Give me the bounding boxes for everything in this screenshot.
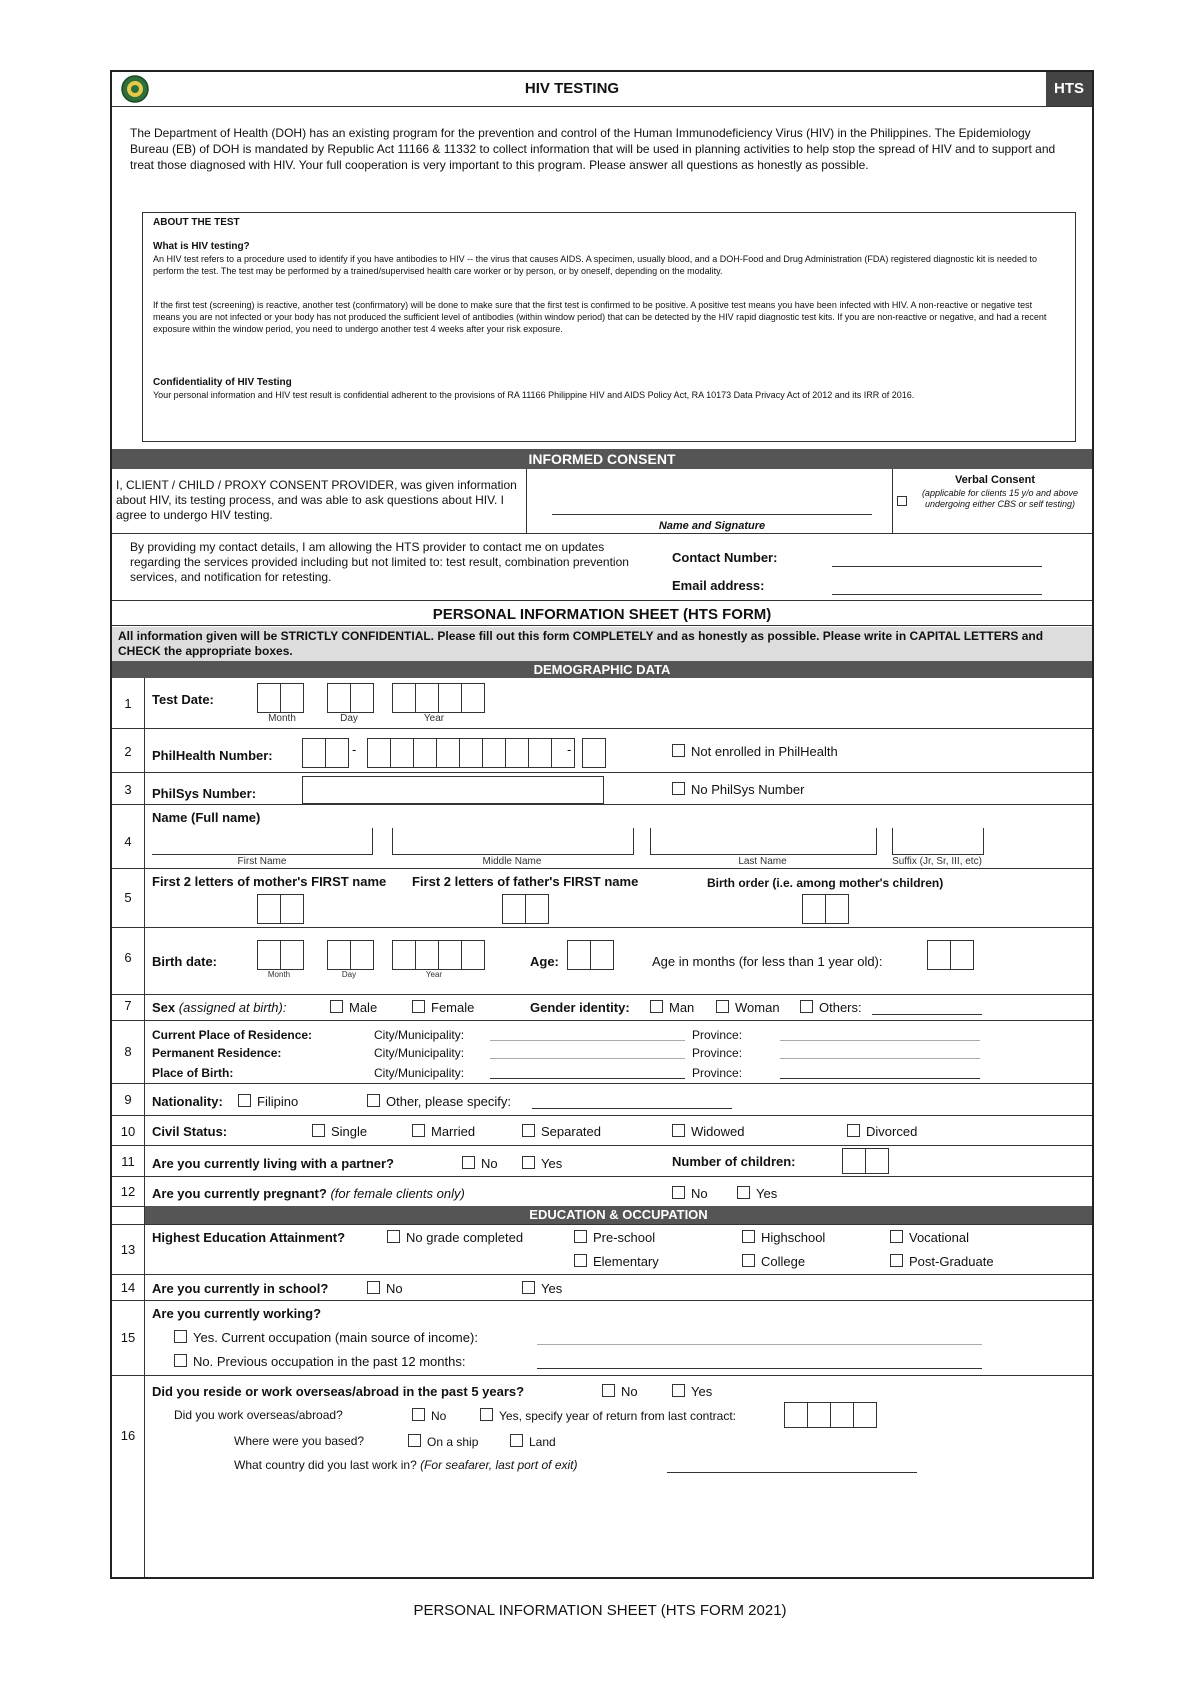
- work-overseas-yes-option[interactable]: [480, 1408, 736, 1423]
- first-name-field[interactable]: [152, 828, 373, 855]
- land-option[interactable]: [510, 1434, 556, 1449]
- current-occupation-label: Yes. Current occupation (main source of income):: [193, 1330, 478, 1345]
- female-label: Female: [431, 1000, 475, 1015]
- no-philsys-checkbox[interactable]: [672, 782, 685, 795]
- num-children-boxes[interactable]: [842, 1148, 888, 1174]
- test-date-year-boxes[interactable]: [392, 683, 484, 713]
- sheet-title: PERSONAL INFORMATION SHEET (HTS FORM): [432, 606, 772, 623]
- work-overseas-yes-checkbox[interactable]: [480, 1408, 493, 1421]
- woman-label: Woman: [735, 1000, 780, 1015]
- postgrad-option[interactable]: [890, 1254, 994, 1269]
- not-enrolled-checkbox[interactable]: [672, 744, 685, 757]
- return-year-boxes[interactable]: [784, 1402, 876, 1428]
- other-nationality-field[interactable]: [532, 1108, 732, 1109]
- current-city-label: City/Municipality:: [374, 1028, 465, 1042]
- consent-statement: I, CLIENT / CHILD / PROXY CONSENT PROVIDER, was given information about HIV, its testing process, and was able to ask questions about HIV. I agree to undergo HIV testing.: [116, 478, 517, 522]
- last-country-field[interactable]: [667, 1472, 917, 1473]
- overseas-no-label: No: [621, 1384, 638, 1399]
- work-overseas-no-label: No: [431, 1409, 447, 1423]
- filipino-checkbox[interactable]: [238, 1094, 251, 1107]
- contact-statement: By providing my contact details, I am allowing the HTS provider to contact me on updates regarding the services provided including but not limited to: test result, combination prevention services, and notification for retesting.: [130, 540, 629, 584]
- female-option[interactable]: [412, 1000, 474, 1015]
- verbal-consent-title: Verbal Consent: [954, 474, 1036, 486]
- permanent-province-label: Province:: [692, 1046, 743, 1060]
- partner-no-option[interactable]: [462, 1156, 498, 1171]
- birth-province-label: Province:: [692, 1066, 743, 1080]
- work-overseas-no-checkbox[interactable]: [412, 1408, 425, 1421]
- philsys-label: PhilSys Number:: [152, 786, 257, 801]
- male-option[interactable]: [330, 1000, 377, 1015]
- birth-day-caption: Day: [341, 970, 357, 979]
- previous-occupation-option[interactable]: [174, 1354, 465, 1369]
- divorced-checkbox[interactable]: [847, 1124, 860, 1137]
- others-option[interactable]: [800, 1000, 862, 1015]
- single-checkbox[interactable]: [312, 1124, 325, 1137]
- elementary-option[interactable]: [574, 1254, 659, 1269]
- about-question-1: What is HIV testing?: [153, 241, 250, 252]
- contact-number-label: Contact Number:: [672, 550, 778, 565]
- pregnant-yes-checkbox[interactable]: [737, 1186, 750, 1199]
- where-based-label: Where were you based?: [234, 1434, 365, 1448]
- separated-label: Separated: [541, 1124, 601, 1139]
- work-overseas-yes-label: Yes, specify year of return from last contract:: [499, 1409, 736, 1423]
- land-checkbox[interactable]: [510, 1434, 523, 1447]
- work-overseas-label: Did you work overseas/abroad?: [174, 1408, 343, 1422]
- row-number: 15: [120, 1330, 136, 1345]
- overseas-no-option[interactable]: [602, 1384, 638, 1399]
- overseas-no-checkbox[interactable]: [602, 1384, 615, 1397]
- on-ship-label: On a ship: [427, 1435, 479, 1449]
- no-philsys-label: No PhilSys Number: [691, 782, 805, 797]
- email-label: Email address:: [672, 578, 765, 593]
- preschool-label: Pre-school: [593, 1230, 656, 1245]
- gender-identity-label: Gender identity:: [530, 1000, 630, 1015]
- hts-badge: HTS: [1046, 72, 1092, 106]
- birth-year-boxes[interactable]: [392, 940, 484, 970]
- married-label: Married: [431, 1124, 476, 1139]
- previous-occupation-label: No. Previous occupation in the past 12 months:: [193, 1354, 466, 1369]
- birth-month-caption: Month: [267, 970, 291, 979]
- school-yes-checkbox[interactable]: [522, 1281, 535, 1294]
- current-occupation-option[interactable]: [174, 1330, 478, 1345]
- age-boxes[interactable]: [567, 940, 613, 970]
- filipino-label: Filipino: [257, 1094, 299, 1109]
- last-country-text: What country did you last work in?: [234, 1458, 417, 1472]
- pregnant-note: (for female clients only): [330, 1186, 465, 1201]
- birth-year-caption: Year: [425, 970, 443, 979]
- education-occupation-bar: EDUCATION & OCCUPATION: [145, 1206, 1092, 1224]
- pregnant-no-checkbox[interactable]: [672, 1186, 685, 1199]
- postgrad-checkbox[interactable]: [890, 1254, 903, 1267]
- sex-label: [152, 1000, 286, 1015]
- birth-order-label: Birth order (i.e. among mother's children): [707, 876, 944, 890]
- row-number: 8: [124, 1044, 132, 1059]
- working-label: Are you currently working?: [152, 1306, 322, 1321]
- pregnant-yes-label: Yes: [756, 1186, 778, 1201]
- man-label: Man: [669, 1000, 695, 1015]
- suffix-caption: Suffix (Jr, Sr, III, etc): [892, 856, 982, 867]
- row-number: 11: [121, 1154, 135, 1169]
- verbal-consent-note: (applicable for clients 15 y/o and above undergoing either CBS or self testing): [921, 488, 1079, 509]
- land-label: Land: [529, 1435, 556, 1449]
- row-number: 6: [124, 950, 132, 965]
- other-nationality-label: Other, please specify:: [386, 1094, 512, 1109]
- place-of-birth-label: Place of Birth:: [152, 1066, 234, 1080]
- suffix-field[interactable]: [892, 828, 984, 855]
- philhealth-boxes-1[interactable]: [302, 738, 348, 768]
- about-heading: ABOUT THE TEST: [153, 217, 240, 228]
- informed-consent-bar: INFORMED CONSENT: [112, 449, 1092, 469]
- philhealth-boxes-3[interactable]: [582, 738, 605, 768]
- divorced-option[interactable]: [847, 1124, 917, 1139]
- month-caption: Month: [268, 713, 296, 724]
- on-ship-checkbox[interactable]: [408, 1434, 421, 1447]
- birth-province-field[interactable]: [780, 1078, 980, 1079]
- preschool-option[interactable]: [574, 1230, 655, 1245]
- row-number: 4: [124, 834, 132, 849]
- last-country-note: (For seafarer, last port of exit): [420, 1458, 578, 1472]
- middle-name-caption: Middle Name: [482, 856, 542, 867]
- no-philsys-option[interactable]: [672, 782, 804, 797]
- row-number: 16: [120, 1428, 136, 1443]
- pregnant-label: [152, 1186, 465, 1201]
- year-caption: Year: [423, 713, 445, 724]
- postgrad-label: Post-Graduate: [909, 1254, 994, 1269]
- other-nationality-checkbox[interactable]: [367, 1094, 380, 1107]
- permanent-province-field[interactable]: [780, 1058, 980, 1059]
- male-checkbox[interactable]: [330, 1000, 343, 1013]
- philhealth-boxes-2[interactable]: [367, 738, 574, 768]
- civil-status-label: Civil Status:: [152, 1124, 228, 1139]
- woman-option[interactable]: [716, 1000, 780, 1015]
- vocational-checkbox[interactable]: [890, 1230, 903, 1243]
- pregnant-text: Are you currently pregnant?: [152, 1186, 327, 1201]
- about-question-2: Confidentiality of HIV Testing: [153, 377, 292, 388]
- elementary-label: Elementary: [593, 1254, 659, 1269]
- signature-line[interactable]: [552, 514, 872, 515]
- in-school-label: Are you currently in school?: [152, 1281, 329, 1296]
- highschool-option[interactable]: [742, 1230, 825, 1245]
- test-date-day-boxes[interactable]: [327, 683, 373, 713]
- demographic-data-bar: DEMOGRAPHIC DATA: [112, 661, 1092, 678]
- row-number: 1: [124, 696, 132, 711]
- overseas-yes-label: Yes: [691, 1384, 713, 1399]
- test-date-month-boxes[interactable]: [257, 683, 303, 713]
- elementary-checkbox[interactable]: [574, 1254, 587, 1267]
- widowed-checkbox[interactable]: [672, 1124, 685, 1137]
- not-enrolled-label: Not enrolled in PhilHealth: [691, 744, 838, 759]
- widowed-label: Widowed: [691, 1124, 745, 1139]
- school-yes-label: Yes: [541, 1281, 563, 1296]
- living-partner-label: Are you currently living with a partner?: [152, 1156, 394, 1171]
- row-number: 3: [124, 782, 132, 797]
- man-option[interactable]: [650, 1000, 694, 1015]
- others-checkbox[interactable]: [800, 1000, 813, 1013]
- father-letters-boxes[interactable]: [502, 894, 548, 924]
- permanent-city-field[interactable]: [490, 1058, 685, 1059]
- row-number: 7: [124, 998, 132, 1013]
- birth-city-label: City/Municipality:: [374, 1066, 465, 1080]
- mother-letters-label: First 2 letters of mother's FIRST name: [152, 874, 387, 889]
- partner-yes-label: Yes: [541, 1156, 563, 1171]
- row-number: 9: [124, 1092, 132, 1107]
- contact-number-field[interactable]: [832, 566, 1042, 567]
- school-yes-option[interactable]: [522, 1281, 562, 1296]
- college-label: College: [761, 1254, 806, 1269]
- birth-day-boxes[interactable]: [327, 940, 373, 970]
- email-field[interactable]: [832, 594, 1042, 595]
- highschool-label: Highschool: [761, 1230, 826, 1245]
- preschool-checkbox[interactable]: [574, 1230, 587, 1243]
- row-number: 14: [120, 1280, 136, 1295]
- on-ship-option[interactable]: [408, 1434, 478, 1449]
- father-letters-label: First 2 letters of father's FIRST name: [412, 874, 639, 889]
- full-name-label: Name (Full name): [152, 810, 261, 825]
- partner-no-checkbox[interactable]: [462, 1156, 475, 1169]
- pregnant-no-option[interactable]: [672, 1186, 708, 1201]
- partner-no-label: No: [481, 1156, 498, 1171]
- divorced-label: Divorced: [866, 1124, 918, 1139]
- permanent-residence-label: Permanent Residence:: [152, 1046, 282, 1060]
- first-name-caption: First Name: [237, 856, 287, 867]
- male-label: Male: [349, 1000, 378, 1015]
- current-province-label: Province:: [692, 1028, 743, 1042]
- separated-option[interactable]: [522, 1124, 601, 1139]
- widowed-option[interactable]: [672, 1124, 744, 1139]
- about-paragraph-1: An HIV test refers to a procedure used to identify if you have antibodies to HIV -- the virus that causes AIDS. A specimen, usually blood, and a DOH-Food and Drug Administration (FDA) registered diagnostic kit is needed to perform the test. The test may be performed by a trained/supervised health care worker or by person, or by oneself, depending on the modality.: [153, 254, 1037, 276]
- education-label: Highest Education Attainment?: [152, 1230, 346, 1245]
- signature-label: Name and Signature: [658, 520, 766, 532]
- birth-date-label: Birth date:: [152, 954, 217, 969]
- row-number: 5: [124, 890, 132, 905]
- school-no-checkbox[interactable]: [367, 1281, 380, 1294]
- partner-yes-option[interactable]: [522, 1156, 562, 1171]
- about-test-box: [142, 212, 1076, 442]
- married-option[interactable]: [412, 1124, 475, 1139]
- about-paragraph-3: Your personal information and HIV test result is confidential adherent to the provisions of RA 11166 Philippine HIV and AIDS Policy Act, RA 10173 Data Privacy Act of 2012 and its IRR of 2016.: [153, 390, 915, 400]
- intro-paragraph: The Department of Health (DOH) has an existing program for the prevention and control of the Human Immunodeficiency Virus (HIV) in the Philippines. The Epidemiology Bureau (EB) of DOH is mandated by Republic Act 11166 & 11332 to collect information that will be used in planning activities to help stop the spread of HIV and to support and treat those diagnosed with HIV. Your full cooperation is very important to this program. Please answer all questions as honestly as possible.: [130, 126, 1056, 172]
- current-city-field[interactable]: [490, 1040, 685, 1041]
- age-label: Age:: [530, 954, 559, 969]
- no-grade-checkbox[interactable]: [387, 1230, 400, 1243]
- age-months-label: Age in months (for less than 1 year old):: [652, 954, 883, 969]
- man-checkbox[interactable]: [650, 1000, 663, 1013]
- current-occupation-checkbox[interactable]: [174, 1330, 187, 1343]
- work-overseas-no-option[interactable]: [412, 1408, 446, 1423]
- single-option[interactable]: [312, 1124, 367, 1139]
- page-footer: PERSONAL INFORMATION SHEET (HTS FORM 2021): [413, 1602, 787, 1619]
- last-name-field[interactable]: [650, 828, 877, 855]
- school-no-label: No: [386, 1281, 403, 1296]
- overseas-yes-checkbox[interactable]: [672, 1384, 685, 1397]
- not-enrolled-option[interactable]: [672, 744, 838, 759]
- no-grade-label: No grade completed: [406, 1230, 524, 1245]
- overseas-yes-option[interactable]: [672, 1384, 712, 1399]
- pregnant-no-label: No: [691, 1186, 708, 1201]
- birth-order-boxes[interactable]: [802, 894, 848, 924]
- current-occupation-field[interactable]: [537, 1344, 982, 1345]
- nationality-label: Nationality:: [152, 1094, 223, 1109]
- middle-name-field[interactable]: [392, 828, 634, 855]
- college-option[interactable]: [742, 1254, 805, 1269]
- row-number: 2: [124, 744, 132, 759]
- married-checkbox[interactable]: [412, 1124, 425, 1137]
- test-date-label: Test Date:: [152, 692, 214, 707]
- row-number: 10: [120, 1124, 136, 1139]
- partner-yes-checkbox[interactable]: [522, 1156, 535, 1169]
- others-label: Others:: [819, 1000, 862, 1015]
- pregnant-yes-option[interactable]: [737, 1186, 777, 1201]
- birth-city-field[interactable]: [490, 1078, 685, 1079]
- filipino-option[interactable]: [238, 1094, 298, 1109]
- vocational-label: Vocational: [909, 1230, 969, 1245]
- no-grade-option[interactable]: [387, 1230, 523, 1245]
- numbered-section: EDUCATION & OCCUPATION 1 Test Date: Month Day Year 2 PhilHealth Number: - - Not enrolled in PhilHealth 3 PhilSys Number: No PhilSys Number 4 Name (Full name) First Name Middle Name Last Name Suffix (Jr, Sr, III, etc) 5 First 2 letters of mother's FIRST name First 2 letters of father's FIRST name Birth order (i.e. among mother's children) 6 Birth date: Month Day Year Age: Age in months (for less than 1 year old): 7 Sex (assigned at birth): Male Female Gender identity: Man Woman Others: 8 Current Place of Residence: Permanent Residence: Place of Birth: City/Municipality: City/Municipality: City/Municipality: Province: Province: Province: 9 Nationality: Filipino Other, please specify: 10 Civil Status: Single Married Separated Widowed Divorced 11 Are you currently living with a partner? No Yes Number of children: 12 Are you currently pregnant? (for female clients only) No Yes 13 Highest Education Attainment? No grade completed Pre-school Highschool Vocational Elementary College Post-Graduate 14 Are you currently in school? No Yes 15 Are you currently working? Yes. Current occupation (main source of income): No. Previous occupation in the past 12 months: 16 Did you reside or work overseas/abroad in the past 5 years? No Yes Did you work overseas/abroad? No Yes, specify year of return from last contract: Where were you based? On a ship Land What country did you last work in? (For seafarer, last port of exit): [112, 678, 1092, 1577]
- current-residence-label: Current Place of Residence:: [152, 1028, 313, 1042]
- previous-occupation-field[interactable]: [537, 1368, 982, 1369]
- confidential-notice: All information given will be STRICTLY CONFIDENTIAL. Please fill out this form COMPLETELY and as honestly as possible. Please write in CAPITAL LETTERS and CHECK the appropriate boxes.: [112, 627, 1092, 661]
- row-number: 12: [120, 1184, 136, 1199]
- current-province-field[interactable]: [780, 1040, 980, 1041]
- last-country-label: [234, 1458, 577, 1472]
- form-title: HIV TESTING: [524, 80, 620, 97]
- age-months-boxes[interactable]: [927, 940, 973, 970]
- school-no-option[interactable]: [367, 1281, 403, 1296]
- hts-form: [110, 70, 1094, 1579]
- separated-checkbox[interactable]: [522, 1124, 535, 1137]
- other-nationality-option[interactable]: [367, 1094, 511, 1109]
- row-number: 13: [120, 1242, 136, 1257]
- college-checkbox[interactable]: [742, 1254, 755, 1267]
- sex-text: Sex: [152, 1000, 176, 1015]
- overseas-label: Did you reside or work overseas/abroad in the past 5 years?: [152, 1384, 525, 1399]
- permanent-city-label: City/Municipality:: [374, 1046, 465, 1060]
- philsys-field[interactable]: [302, 776, 604, 804]
- female-checkbox[interactable]: [412, 1000, 425, 1013]
- single-label: Single: [331, 1124, 368, 1139]
- last-name-caption: Last Name: [738, 856, 787, 867]
- num-children-label: Number of children:: [672, 1154, 796, 1169]
- about-paragraph-2: If the first test (screening) is reactive, another test (confirmatory) will be done to make sure that the first test is confirmed to be positive. A positive test means you have been infected with HIV. A non-reactive or negative test means you are not infected or your body has not produced the sufficient level of antibodies (within window period) that can be detected by the HIV rapid diagnostic test kits. If you are non-reactive or negative, and had a recent exposure within the window period, you need to undergo another test 4 weeks after your risk exposure.: [153, 300, 1047, 334]
- mother-letters-boxes[interactable]: [257, 894, 303, 924]
- woman-checkbox[interactable]: [716, 1000, 729, 1013]
- sex-note: (assigned at birth):: [178, 1000, 287, 1015]
- others-field[interactable]: [872, 1014, 982, 1015]
- verbal-consent-checkbox[interactable]: [897, 496, 907, 506]
- previous-occupation-checkbox[interactable]: [174, 1354, 187, 1367]
- birth-month-boxes[interactable]: [257, 940, 303, 970]
- philhealth-label: PhilHealth Number:: [152, 748, 273, 763]
- day-caption: Day: [340, 713, 358, 724]
- highschool-checkbox[interactable]: [742, 1230, 755, 1243]
- vocational-option[interactable]: [890, 1230, 969, 1245]
